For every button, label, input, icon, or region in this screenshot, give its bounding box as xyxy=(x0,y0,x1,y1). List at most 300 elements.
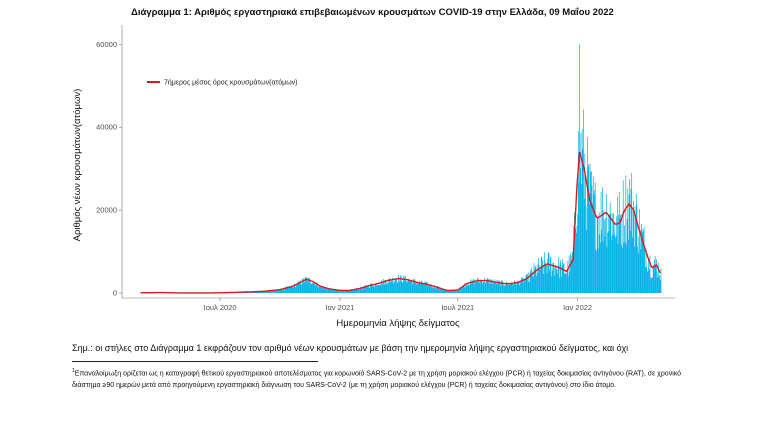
bar xyxy=(407,283,408,293)
bar xyxy=(571,256,572,293)
bar xyxy=(659,275,660,293)
bar xyxy=(579,44,580,293)
bar xyxy=(569,272,570,293)
bar xyxy=(625,176,626,293)
bar xyxy=(480,280,481,293)
bar xyxy=(661,269,662,293)
bar xyxy=(474,285,475,293)
bar xyxy=(646,267,647,293)
bar xyxy=(597,218,598,293)
bar xyxy=(282,290,283,293)
bar xyxy=(640,230,641,293)
bar xyxy=(586,207,587,293)
bar xyxy=(486,280,487,293)
bar xyxy=(315,286,316,293)
bar xyxy=(346,291,347,293)
bar xyxy=(325,288,326,293)
bar xyxy=(399,282,400,293)
bar xyxy=(557,273,558,293)
bar xyxy=(591,171,592,293)
bar xyxy=(637,246,638,293)
bar xyxy=(609,215,610,293)
bar xyxy=(368,287,369,293)
bar xyxy=(429,286,430,293)
bar xyxy=(592,203,593,293)
bar xyxy=(409,281,410,293)
bar xyxy=(540,270,541,293)
bar xyxy=(482,284,483,293)
bar xyxy=(470,284,471,293)
y-tick-label: 20000 xyxy=(96,205,117,215)
bar xyxy=(359,290,360,293)
bar xyxy=(612,213,613,293)
bar xyxy=(304,281,305,293)
bar xyxy=(341,291,342,293)
bar xyxy=(549,253,550,293)
bar xyxy=(555,265,556,293)
bar xyxy=(386,282,387,293)
bar xyxy=(648,270,649,293)
bar xyxy=(571,260,572,293)
bar xyxy=(600,243,601,293)
bar xyxy=(390,282,391,293)
bar xyxy=(402,283,403,293)
bar xyxy=(523,283,524,293)
y-tick-label: 40000 xyxy=(96,122,117,132)
bar xyxy=(332,290,333,293)
bar xyxy=(411,281,412,293)
bar xyxy=(358,290,359,293)
bar xyxy=(628,239,629,293)
bar xyxy=(655,256,656,293)
bar xyxy=(510,283,511,293)
bar xyxy=(620,218,621,293)
bar xyxy=(476,282,477,293)
bar xyxy=(313,283,314,293)
bar xyxy=(483,282,484,293)
bar xyxy=(424,284,425,293)
bar xyxy=(650,277,651,293)
bar xyxy=(433,288,434,293)
bar xyxy=(355,290,356,293)
bar xyxy=(569,256,570,293)
bar xyxy=(308,282,309,293)
bar xyxy=(323,287,324,293)
bar xyxy=(311,283,312,293)
bar xyxy=(297,285,298,293)
x-tick-label: Ιουλ 2020 xyxy=(203,303,237,312)
bar xyxy=(432,287,433,293)
bar xyxy=(627,219,628,293)
footnote xyxy=(72,365,702,392)
bar xyxy=(439,288,440,293)
bar xyxy=(652,277,653,293)
bar xyxy=(621,245,622,293)
bar xyxy=(505,285,506,293)
bar xyxy=(380,285,381,293)
bar xyxy=(373,286,374,293)
bar xyxy=(596,251,597,293)
bar xyxy=(568,276,569,293)
bar xyxy=(440,289,441,293)
bar xyxy=(403,281,404,293)
bar xyxy=(570,253,571,293)
bar xyxy=(601,192,602,293)
bar xyxy=(278,291,279,293)
bar xyxy=(551,276,552,293)
bar xyxy=(596,249,597,293)
bar xyxy=(430,285,431,293)
bar xyxy=(592,185,593,293)
bar xyxy=(648,259,649,293)
bar xyxy=(469,285,470,293)
bar xyxy=(629,179,630,293)
bar xyxy=(482,280,483,293)
bar xyxy=(418,284,419,293)
bar xyxy=(512,284,513,293)
bar xyxy=(491,284,492,293)
bar xyxy=(353,290,354,293)
bar xyxy=(493,284,494,293)
bar xyxy=(375,284,376,293)
bar xyxy=(493,281,494,293)
bar xyxy=(314,283,315,293)
bar xyxy=(543,274,544,293)
bar xyxy=(386,284,387,293)
bar xyxy=(534,263,535,293)
bar xyxy=(437,288,438,293)
bar xyxy=(612,235,613,293)
bar xyxy=(326,289,327,293)
bar xyxy=(564,263,565,293)
bar xyxy=(629,195,630,293)
bar xyxy=(502,280,503,293)
bar xyxy=(647,272,648,293)
bar xyxy=(606,194,607,293)
bar xyxy=(585,175,586,293)
bar xyxy=(580,168,581,293)
chart-title: Διάγραμμα 1: Αριθμός εργαστηριακά επιβεβαιωμένων κρουσμάτων COVID-19 στην Ελλάδα, 09 Μαΐου 2022 xyxy=(131,7,614,18)
bar xyxy=(489,284,490,293)
bar xyxy=(420,283,421,293)
bar xyxy=(630,231,631,293)
bar xyxy=(633,210,634,293)
bar xyxy=(655,265,656,293)
bar xyxy=(458,291,459,293)
bar xyxy=(618,244,619,293)
bar xyxy=(619,192,620,293)
bar xyxy=(549,271,550,293)
bar xyxy=(568,261,569,293)
bar xyxy=(396,279,397,293)
bar xyxy=(586,230,587,293)
bar xyxy=(637,205,638,293)
bar xyxy=(657,272,658,293)
bar xyxy=(461,288,462,293)
bar xyxy=(607,247,608,293)
bar xyxy=(605,237,606,293)
bar xyxy=(497,284,498,293)
bar xyxy=(456,291,457,293)
bar xyxy=(542,260,543,293)
bar xyxy=(644,227,645,293)
bar xyxy=(633,201,634,293)
bar xyxy=(398,275,399,293)
bar xyxy=(651,278,652,293)
bar xyxy=(295,287,296,293)
bar xyxy=(639,237,640,293)
bar xyxy=(599,234,600,293)
bar xyxy=(381,284,382,293)
bar xyxy=(379,286,380,293)
bar xyxy=(593,176,594,293)
bar xyxy=(563,263,564,293)
bar xyxy=(509,285,510,293)
bar xyxy=(427,282,428,293)
bar xyxy=(618,215,619,293)
bar xyxy=(533,277,534,293)
bar xyxy=(442,289,443,293)
bar xyxy=(342,291,343,293)
bar xyxy=(362,288,363,293)
bar xyxy=(554,267,555,293)
bar xyxy=(559,278,560,293)
bar xyxy=(457,291,458,293)
bar xyxy=(613,214,614,293)
bar xyxy=(578,131,579,293)
bar xyxy=(467,284,468,293)
bar xyxy=(317,286,318,293)
bar xyxy=(403,276,404,293)
bar xyxy=(530,270,531,293)
bar xyxy=(546,264,547,293)
footnote-divider xyxy=(72,361,318,362)
bar xyxy=(632,238,633,293)
bar xyxy=(266,292,267,293)
bar xyxy=(373,286,374,293)
bar xyxy=(638,253,639,293)
bar xyxy=(320,286,321,293)
bar xyxy=(560,260,561,293)
bar xyxy=(616,236,617,293)
bar xyxy=(468,284,469,293)
bar xyxy=(610,213,611,293)
bar xyxy=(451,291,452,293)
bar xyxy=(395,280,396,293)
bar xyxy=(581,184,582,293)
bar xyxy=(494,282,495,293)
bar xyxy=(548,252,549,293)
bar xyxy=(584,199,585,293)
bar xyxy=(467,286,468,293)
bar xyxy=(401,282,402,293)
bar xyxy=(318,287,319,293)
bar xyxy=(565,274,566,293)
bar xyxy=(302,283,303,293)
bar xyxy=(396,280,397,293)
x-tick-label: Ιαν 2021 xyxy=(325,303,355,312)
bar xyxy=(423,284,424,293)
bar xyxy=(378,285,379,293)
bar xyxy=(426,282,427,293)
bar xyxy=(631,173,632,293)
bar xyxy=(322,288,323,293)
bar xyxy=(558,257,559,293)
bar xyxy=(622,248,623,293)
bar xyxy=(507,285,508,293)
bar xyxy=(537,273,538,293)
bar xyxy=(582,149,583,293)
bar xyxy=(590,172,591,293)
bar xyxy=(521,281,522,293)
bar xyxy=(561,277,562,293)
bar xyxy=(587,137,588,293)
bar xyxy=(635,206,636,293)
bar xyxy=(391,280,392,293)
bar xyxy=(485,283,486,293)
bar xyxy=(573,258,574,293)
bar xyxy=(526,275,527,293)
bar xyxy=(362,289,363,293)
bar xyxy=(634,247,635,293)
bar xyxy=(582,129,583,293)
bar xyxy=(299,283,300,293)
bar xyxy=(615,238,616,293)
bar xyxy=(390,279,391,293)
bar xyxy=(518,282,519,293)
bar xyxy=(310,283,311,293)
bar xyxy=(566,273,567,293)
bar xyxy=(624,242,625,293)
bar xyxy=(422,281,423,293)
bar xyxy=(605,218,606,293)
bar xyxy=(624,226,625,293)
bar xyxy=(625,242,626,293)
bar xyxy=(290,288,291,293)
bar xyxy=(382,285,383,293)
bar xyxy=(480,283,481,293)
bar xyxy=(515,284,516,293)
bar xyxy=(478,278,479,293)
bar xyxy=(394,281,395,293)
footnote-text: Επαναλοίμωξη ορίζεται ως η καταγραφή θετικού εργαστηριακού αποτελέσματος για κορωνοϊό SARS-CoV-2 με τη χρήση μοριακού ελέγχου (PCR) ή ταχείας δοκιμασίας αντιγόνου (RAT), σε χρονικό διάστημα ≥90 ημερών μετά από προηγούμενη εργαστηριακή διάγνωση του SARS-CoV-2 (με τη χρήση μοριακού ελέγχου (PCR) ή ταχείας δοκιμασίας αντιγόνου) στο ίδιο άτομο. xyxy=(72,370,682,390)
bar xyxy=(503,285,504,293)
y-axis xyxy=(96,25,122,298)
bar xyxy=(566,274,567,293)
bar xyxy=(405,281,406,293)
bar xyxy=(551,258,552,293)
bar xyxy=(441,289,442,293)
bar xyxy=(397,282,398,293)
bar xyxy=(504,285,505,293)
bar xyxy=(525,279,526,293)
bar xyxy=(607,233,608,293)
bar xyxy=(649,269,650,293)
bar xyxy=(332,290,333,293)
bar xyxy=(285,289,286,293)
bar xyxy=(577,214,578,293)
bar xyxy=(636,194,637,293)
bar xyxy=(377,285,378,293)
bar xyxy=(635,215,636,293)
bar xyxy=(504,285,505,293)
bar xyxy=(496,284,497,293)
bar xyxy=(483,282,484,293)
bar xyxy=(428,284,429,293)
bar xyxy=(379,285,380,293)
bar xyxy=(416,282,417,293)
bar xyxy=(643,230,644,293)
bar xyxy=(367,287,368,293)
bar xyxy=(659,277,660,293)
x-axis-title: Ημερομηνία λήψης δείγματος xyxy=(336,318,460,329)
bar xyxy=(614,234,615,293)
bar xyxy=(521,277,522,293)
legend-label: 7ήμερος μέσος όρος κρουσμάτων(ατόμων) xyxy=(164,79,298,87)
bar xyxy=(611,240,612,293)
bar xyxy=(469,286,470,293)
x-tick-label: Ιουλ 2021 xyxy=(441,303,475,312)
bar xyxy=(564,274,565,293)
bar xyxy=(435,289,436,293)
bar xyxy=(360,289,361,293)
bar xyxy=(538,258,539,293)
bar xyxy=(288,288,289,293)
bar xyxy=(283,289,284,293)
bar xyxy=(416,285,417,293)
bar xyxy=(654,260,655,293)
bar xyxy=(528,282,529,293)
bar xyxy=(413,281,414,293)
bar xyxy=(516,285,517,293)
bar xyxy=(441,289,442,293)
bar xyxy=(639,209,640,293)
bar xyxy=(471,282,472,293)
bar xyxy=(369,288,370,293)
bar xyxy=(575,229,576,293)
bar xyxy=(478,282,479,293)
bar xyxy=(622,214,623,293)
bar xyxy=(577,226,578,293)
legend xyxy=(147,79,298,87)
bar xyxy=(540,269,541,293)
bar xyxy=(506,285,507,293)
bar xyxy=(472,282,473,293)
bar xyxy=(594,190,595,293)
bar xyxy=(645,268,646,293)
bar xyxy=(553,262,554,293)
bar xyxy=(608,214,609,293)
bar xyxy=(450,291,451,293)
bar xyxy=(464,288,465,293)
bar xyxy=(541,257,542,293)
bar xyxy=(550,257,551,293)
x-axis xyxy=(122,298,675,312)
bar xyxy=(392,282,393,293)
footnote-marker: 1 xyxy=(72,368,75,374)
bar xyxy=(345,291,346,293)
bar xyxy=(475,282,476,293)
bar xyxy=(488,280,489,293)
bar xyxy=(657,277,658,293)
bar xyxy=(409,280,410,293)
bar xyxy=(623,180,624,293)
bar xyxy=(583,110,584,293)
bar xyxy=(599,212,600,293)
bar xyxy=(576,233,577,293)
bar xyxy=(616,216,617,293)
bar xyxy=(558,266,559,293)
